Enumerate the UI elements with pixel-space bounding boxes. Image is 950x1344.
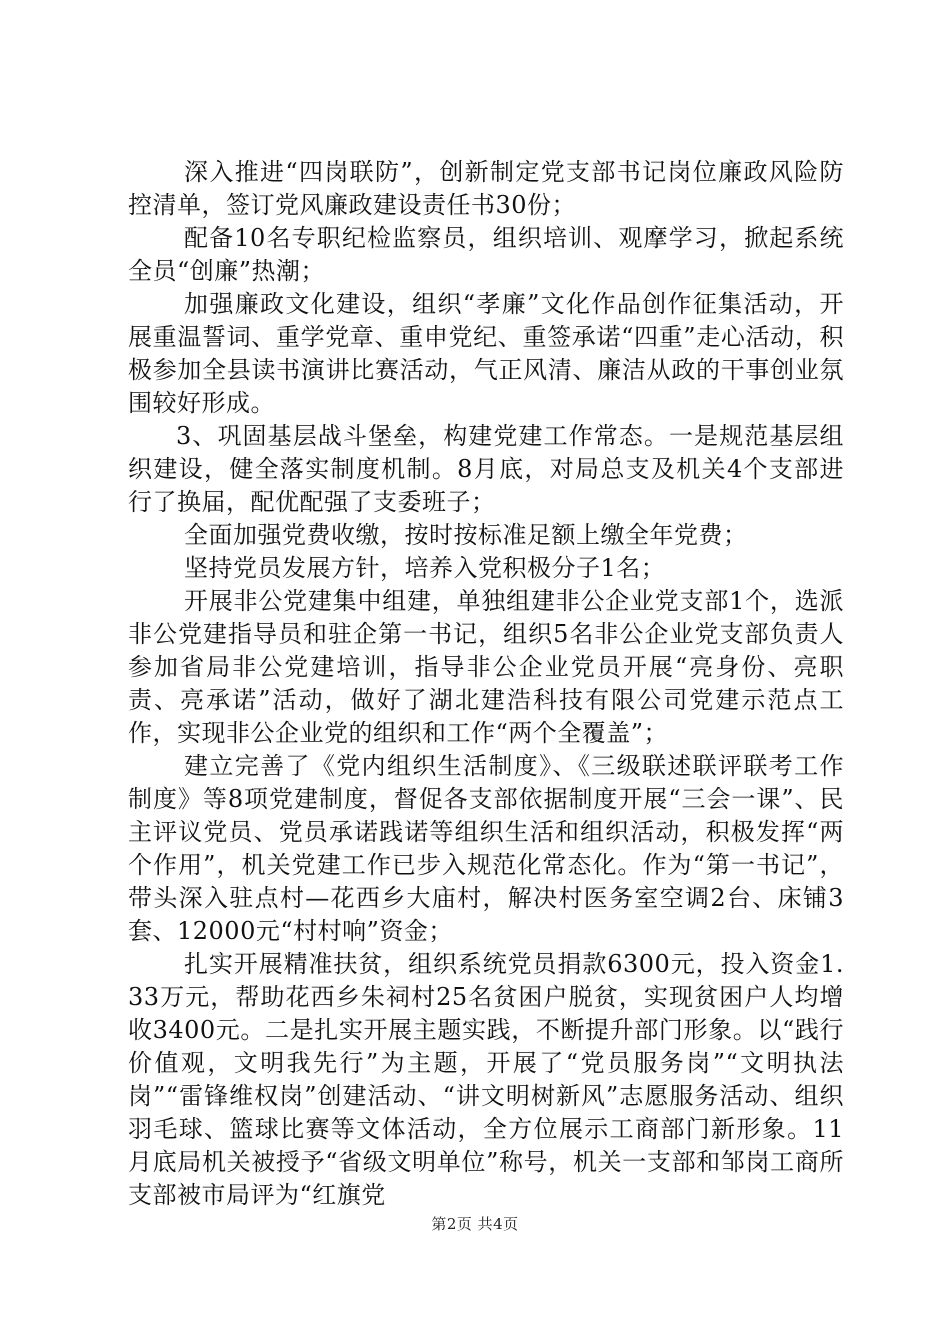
page-number-label: 第2页 共4页 xyxy=(431,1215,519,1233)
paragraph-grassroots-fortress: 3、巩固基层战斗堡垒，构建党建工作常态。一是规范基层组织建设，健全落实制度机制。8月底，对局总支及机关4个支部进行了换届，配优配强了支委班子； xyxy=(128,422,844,516)
paragraph-four-post-prevention: 深入推进“四岗联防”，创新制定党支部书记岗位廉政风险防控清单，签订党风廉政建设责任书30份； xyxy=(128,158,844,219)
paragraph-non-public-party-building: 开展非公党建集中组建，单独组建非公企业党支部1个，选派非公党建指导员和驻企第一书记，组织5名非公企业党支部负责人参加省局非公党建培训，指导非公企业党员开展“亮身份、亮职责、亮承诺”活动，做好了湖北建浩科技有限公司党建示范点工作，实现非公企业党的组织和工作“两个全覆盖”； xyxy=(128,587,844,747)
paragraph-party-dues: 全面加强党费收缴，按时按标准足额上缴全年党费； xyxy=(184,521,748,549)
paragraph-discipline-inspectors: 配备10名专职纪检监察员，组织培训、观摩学习，掀起系统全员“创廉”热潮； xyxy=(128,224,844,285)
page-footer xyxy=(0,1213,950,1234)
paragraph-poverty-alleviation: 扎实开展精准扶贫，组织系统党员捐款6300元，投入资金1.33万元，帮助花西乡朱祠村25名贫困户脱贫，实现贫困户人均增收3400元。二是扎实开展主题实践，不断提升部门形象。以“践行价值观，文明我先行”为主题，开展了“党员服务岗”“文明执法岗”“雷锋维权岗”创建活动、“讲文明树新风”志愿服务活动、组织羽毛球、篮球比赛等文体活动，全方位展示工商部门新形象。11月底局机关被授予“省级文明单位”称号，机关一支部和邹岗工商所支部被市局评为“红旗党 xyxy=(128,950,844,1209)
paragraph-party-building-systems: 建立完善了《党内组织生活制度》、《三级联述联评联考工作制度》等8项党建制度，督促各支部依据制度开展“三会一课”、民主评议党员、党员承诺践诺等组织生活和组织活动，积极发挥“两个作用”，机关党建工作已步入规范化常态化。作为“第一书记”，带头深入驻点村—花西乡大庙村，解决村医务室空调2台、床铺3套、12000元“村村响”资金； xyxy=(128,752,844,945)
paragraph-integrity-culture: 加强廉政文化建设，组织“孝廉”文化作品创作征集活动，开展重温誓词、重学党章、重申党纪、重签承诺“四重”走心活动，积极参加全县读书演讲比赛活动，气正风清、廉洁从政的干事创业氛围较好形成。 xyxy=(128,290,844,417)
paragraph-member-development: 坚持党员发展方针，培养入党积极分子1名； xyxy=(184,554,666,582)
document-body xyxy=(128,156,844,1212)
